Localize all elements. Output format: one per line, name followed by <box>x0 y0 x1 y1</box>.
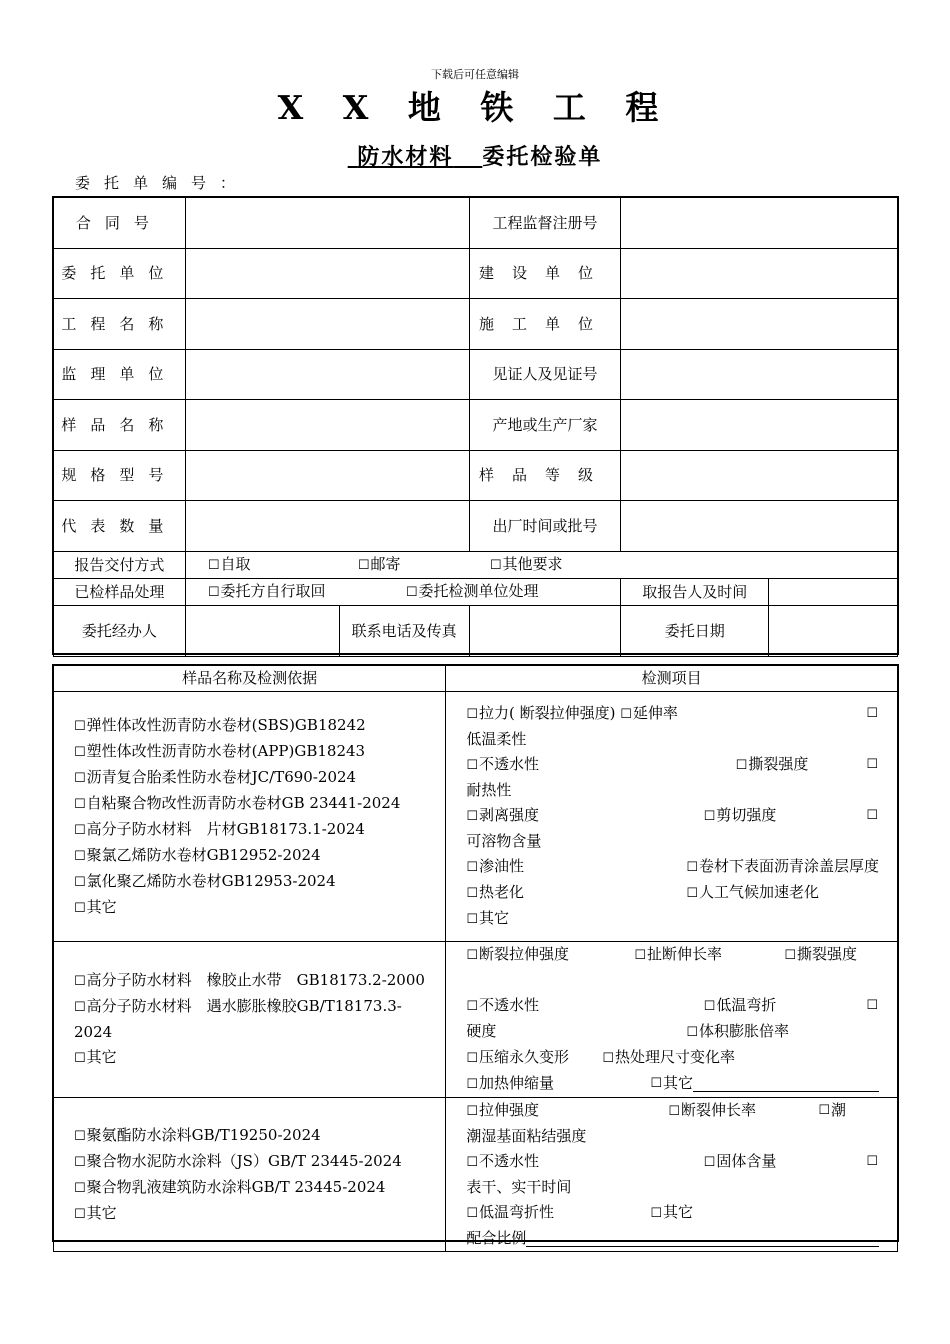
section3-samples <box>54 1098 446 1252</box>
checkbox-icon: ☐ <box>466 809 478 824</box>
checkbox-icon: ☐ <box>74 900 86 916</box>
option-lab-dispose[interactable]: ☐委托检测单位处理 <box>405 582 539 600</box>
item-solid-content[interactable]: ☐固体含量 <box>703 1152 777 1170</box>
item-peel[interactable]: ☐剥离强度 <box>466 806 539 824</box>
sample-waterstop[interactable]: ☐高分子防水材料 橡胶止水带 GB18173.2-2000 <box>74 971 425 989</box>
sample-self-adhesive[interactable]: ☐自粘聚合物改性沥青防水卷材GB 23441-2024 <box>74 793 401 812</box>
field-batch-no[interactable] <box>621 501 898 552</box>
checkbox-icon[interactable]: ☐ <box>866 998 878 1013</box>
sample-polymer-sheet[interactable]: ☐高分子防水材料 片材GB18173.1-2024 <box>74 819 365 838</box>
item-heat-resistance[interactable]: 耐热性 <box>466 781 512 799</box>
delivery-options <box>185 552 897 579</box>
checkbox-icon: ☐ <box>466 912 478 927</box>
field-date[interactable] <box>769 606 898 657</box>
checkbox-icon: ☐ <box>74 822 86 838</box>
label-contract-no: 合同号 <box>54 198 186 249</box>
checkbox-icon: ☐ <box>74 1128 86 1144</box>
checkbox-icon: ☐ <box>207 585 220 600</box>
checkbox-icon: ☐ <box>703 999 716 1014</box>
item-elongation-3[interactable]: ☐断裂伸长率 <box>668 1101 756 1119</box>
checkbox-icon: ☐ <box>668 1104 680 1119</box>
item-tensile[interactable]: ☐拉力( 断裂拉伸强度) ☐延伸率 <box>466 704 678 722</box>
label-quantity: 代表数量 <box>54 501 186 552</box>
label-delivery: 报告交付方式 <box>54 552 186 579</box>
checkbox-icon: ☐ <box>686 860 698 875</box>
sample-js-coating[interactable]: ☐聚合物水泥防水涂料（JS）GB/T 23445-2024 <box>74 1151 402 1170</box>
checkbox-icon: ☐ <box>466 860 478 875</box>
label-witness: 见证人及见证号 <box>469 350 621 400</box>
checkbox-icon: ☐ <box>620 707 632 722</box>
item-break-tensile[interactable]: ☐断裂拉伸强度 <box>466 945 569 963</box>
checkbox-icon[interactable]: ☐ <box>866 706 878 721</box>
detail-table <box>53 665 898 1252</box>
field-spec-model[interactable] <box>185 451 469 501</box>
item-coating-thickness[interactable]: ☐卷材下表面沥青涂盖层厚度 <box>686 857 879 875</box>
subtitle-rest: 委托检验单 <box>482 144 603 170</box>
label-sample-grade: 样品等级 <box>469 451 621 501</box>
item-weathering[interactable]: ☐人工气候加速老化 <box>686 883 819 901</box>
sample-app[interactable]: ☐塑性体改性沥青防水卷材(APP)GB18243 <box>74 741 366 760</box>
mix-ratio-input[interactable] <box>526 1226 879 1247</box>
sample-emulsion-coating[interactable]: ☐聚合物乳液建筑防水涂料GB/T 23445-2024 <box>74 1177 386 1196</box>
sample-swelling-rubber[interactable]: ☐高分子防水材料 遇水膨胀橡胶GB/T18173.3-2024 <box>74 997 402 1041</box>
label-batch-no: 出厂时间或批号 <box>469 501 621 552</box>
document-subtitle <box>0 140 950 171</box>
label-manufacturer: 产地或生产厂家 <box>469 400 621 451</box>
checkbox-icon: ☐ <box>74 718 86 734</box>
checkbox-icon: ☐ <box>466 1206 478 1221</box>
field-report-pickup[interactable] <box>769 579 898 606</box>
item-impermeability[interactable]: ☐不透水性 <box>466 755 539 773</box>
info-table <box>53 197 898 657</box>
checkbox-icon: ☐ <box>74 744 86 760</box>
sample-other-2[interactable]: ☐其它 <box>74 1048 117 1066</box>
section2-samples <box>54 942 446 1098</box>
checkbox-icon: ☐ <box>357 558 370 573</box>
field-client-unit[interactable] <box>185 249 469 299</box>
checkbox-icon: ☐ <box>74 1000 86 1015</box>
option-client-retrieve[interactable]: ☐委托方自行取回 <box>207 582 326 600</box>
item-elongation-break[interactable]: ☐扯断伸长率 <box>634 945 722 963</box>
checkbox-icon[interactable]: ☐ <box>818 1103 830 1118</box>
section1-samples <box>54 692 446 942</box>
other-blank-line <box>693 1071 879 1092</box>
field-sample-grade[interactable] <box>621 451 898 501</box>
checkbox-icon: ☐ <box>466 707 478 722</box>
document-title: X X 地 铁 工 程 <box>277 88 673 127</box>
item-low-temp-bend[interactable]: ☐低温弯折 <box>703 996 777 1014</box>
header-note: 下载后可任意编辑 <box>431 68 519 81</box>
checkbox-icon: ☐ <box>466 1077 478 1092</box>
checkbox-icon: ☐ <box>602 1051 614 1066</box>
checkbox-icon: ☐ <box>634 948 646 963</box>
field-supervision-reg-no[interactable] <box>621 198 898 249</box>
label-construction-owner: 建设单位 <box>469 249 621 299</box>
field-agent[interactable] <box>185 606 339 657</box>
option-self-pickup[interactable]: ☐自取 <box>207 555 251 573</box>
item-tear-strength[interactable]: ☐撕裂强度 <box>784 945 857 963</box>
label-project-name: 工程名称 <box>54 299 186 350</box>
sample-sbs[interactable]: ☐弹性体改性沥青防水卷材(SBS)GB18242 <box>74 715 366 734</box>
checkbox-icon: ☐ <box>466 1155 478 1170</box>
checkbox-icon: ☐ <box>466 999 478 1014</box>
field-manufacturer[interactable] <box>621 400 898 451</box>
sample-other[interactable]: ☐其它 <box>74 897 117 916</box>
checkbox-icon: ☐ <box>74 1051 86 1066</box>
sample-cpe[interactable]: ☐氯化聚乙烯防水卷材GB12953-2024 <box>74 871 336 890</box>
item-heat-dimension[interactable]: ☐热处理尺寸变化率 <box>602 1048 735 1066</box>
item-impermeability-2[interactable]: ☐不透水性 <box>466 996 539 1014</box>
item-low-temp-flex[interactable]: 低温柔性 <box>466 730 527 748</box>
sample-composite[interactable]: ☐沥青复合胎柔性防水卷材JC/T690-2024 <box>74 767 357 786</box>
checkbox-icon: ☐ <box>74 1206 86 1222</box>
disposal-options <box>185 579 621 606</box>
item-wet-bond[interactable]: 潮湿基面粘结强度 <box>466 1127 587 1145</box>
checkbox-icon: ☐ <box>703 1155 716 1170</box>
item-low-temp-bend-3[interactable]: ☐低温弯折性 <box>466 1203 554 1221</box>
field-supervisor-unit[interactable] <box>185 350 469 400</box>
item-shear[interactable]: ☐剪切强度 <box>703 806 777 824</box>
field-construction-owner[interactable] <box>621 249 898 299</box>
field-phone-fax[interactable] <box>469 606 621 657</box>
item-soluble-content[interactable]: 可溶物含量 <box>466 832 542 850</box>
sample-pvc[interactable]: ☐聚氯乙烯防水卷材GB12952-2024 <box>74 845 321 864</box>
checkbox-icon: ☐ <box>207 558 220 573</box>
checkbox-icon: ☐ <box>74 848 86 864</box>
section2-items <box>446 942 898 1098</box>
col-sample-basis: 样品名称及检测依据 <box>54 666 446 692</box>
label-supervision-reg-no: 工程监督注册号 <box>469 198 621 249</box>
checkbox-icon: ☐ <box>466 1104 478 1119</box>
option-other[interactable]: ☐其他要求 <box>489 555 563 573</box>
checkbox-icon: ☐ <box>735 758 748 773</box>
item-oil-seepage[interactable]: ☐渗油性 <box>466 857 524 875</box>
item-tear[interactable]: ☐撕裂强度 <box>735 755 809 773</box>
checkbox-icon: ☐ <box>74 1154 86 1170</box>
checkbox-icon: ☐ <box>466 948 478 963</box>
checkbox-icon: ☐ <box>74 874 86 890</box>
field-sample-name[interactable] <box>185 400 469 451</box>
checkbox-icon: ☐ <box>405 585 418 600</box>
label-supervisor-unit: 监理单位 <box>54 350 186 400</box>
option-mail[interactable]: ☐邮寄 <box>357 555 401 573</box>
item-other-2[interactable]: ☐ 其它 <box>650 1071 879 1097</box>
checkbox-icon: ☐ <box>650 1076 662 1091</box>
label-report-pickup: 取报告人及时间 <box>621 579 769 606</box>
sample-other-3[interactable]: ☐其它 <box>74 1203 117 1222</box>
label-client-unit: 委托单位 <box>54 249 186 299</box>
item-dry-time[interactable]: 表干、实干时间 <box>466 1178 572 1196</box>
checkbox-icon: ☐ <box>650 1206 662 1221</box>
item-heat-aging[interactable]: ☐热老化 <box>466 883 524 901</box>
item-volume-swell[interactable]: ☐体积膨胀倍率 <box>686 1022 789 1040</box>
item-wet-bond-prefix: 潮 <box>830 1101 846 1119</box>
field-quantity[interactable] <box>185 501 469 552</box>
section1-items <box>446 692 898 942</box>
label-phone-fax: 联系电话及传真 <box>339 606 469 657</box>
checkbox-icon: ☐ <box>686 886 698 901</box>
checkbox-icon: ☐ <box>74 770 86 786</box>
field-project-name[interactable] <box>185 299 469 350</box>
label-date: 委托日期 <box>621 606 769 657</box>
checkbox-icon: ☐ <box>74 1180 86 1196</box>
section3-items <box>446 1098 898 1252</box>
field-witness[interactable] <box>621 350 898 400</box>
checkbox-icon: ☐ <box>466 1051 478 1066</box>
checkbox-icon: ☐ <box>784 948 796 963</box>
label-sample-name: 样品名称 <box>54 400 186 451</box>
item-compression-set[interactable]: ☐压缩永久变形 <box>466 1048 569 1066</box>
item-tensile-3[interactable]: ☐拉伸强度 <box>466 1101 539 1119</box>
field-contractor[interactable] <box>621 299 898 350</box>
checkbox-icon: ☐ <box>466 758 478 773</box>
checkbox-icon[interactable]: ☐ <box>866 757 878 772</box>
item-other-3[interactable]: ☐其它 <box>650 1203 693 1221</box>
field-contract-no[interactable] <box>185 198 469 249</box>
checkbox-icon: ☐ <box>489 558 502 573</box>
checkbox-icon: ☐ <box>466 886 478 901</box>
item-impermeability-3[interactable]: ☐不透水性 <box>466 1152 539 1170</box>
label-spec-model: 规格型号 <box>54 451 186 501</box>
order-number-label: 委托单编号： <box>75 174 250 192</box>
label-disposal: 已检样品处理 <box>54 579 186 606</box>
label-agent: 委托经办人 <box>54 606 186 657</box>
item-hardness[interactable]: 硬度 <box>466 1022 497 1040</box>
checkbox-icon[interactable]: ☐ <box>866 808 878 823</box>
label-contractor: 施工单位 <box>469 299 621 350</box>
checkbox-icon: ☐ <box>686 1025 698 1040</box>
col-test-items: 检测项目 <box>446 666 898 692</box>
checkbox-icon: ☐ <box>74 796 86 812</box>
checkbox-icon: ☐ <box>703 809 716 824</box>
sample-polyurethane[interactable]: ☐聚氨酯防水涂料GB/T19250-2024 <box>74 1125 321 1144</box>
label-mix-ratio: 配合比例 <box>466 1229 527 1247</box>
subtitle-material: 防水材料 <box>357 144 454 170</box>
checkbox-icon[interactable]: ☐ <box>866 1154 878 1169</box>
item-other-1[interactable]: ☐其它 <box>466 909 509 927</box>
checkbox-icon: ☐ <box>74 974 86 989</box>
item-heat-shrink[interactable]: ☐加热伸缩量 <box>466 1074 554 1092</box>
